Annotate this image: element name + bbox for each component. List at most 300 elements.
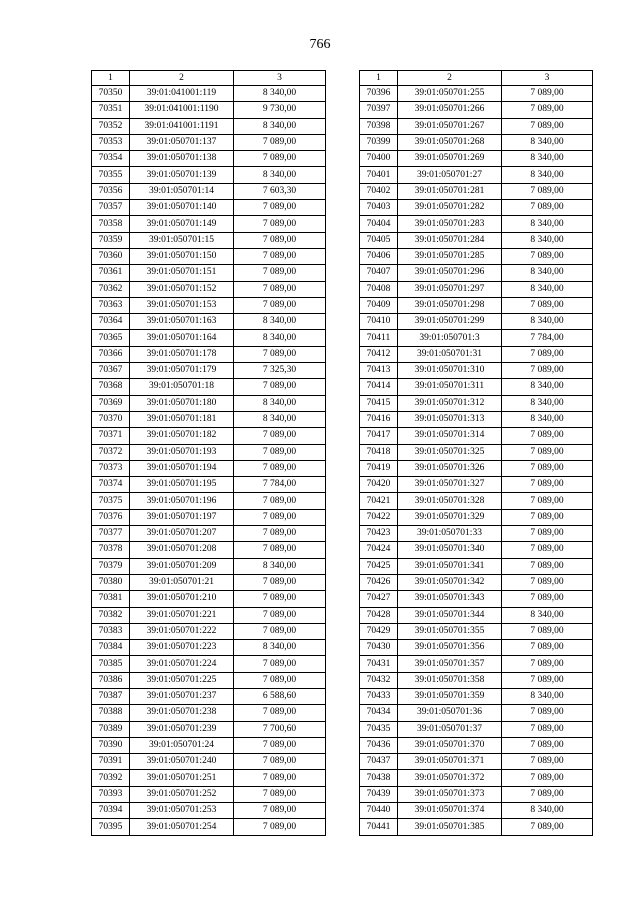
- cadastral-value: 9 730,00: [234, 102, 326, 118]
- cadastral-number: 39:01:050701:355: [398, 623, 502, 639]
- row-number: 70434: [360, 705, 398, 721]
- cadastral-value: 7 089,00: [502, 656, 593, 672]
- table-row: [360, 460, 593, 476]
- cadastral-number: 39:01:050701:356: [398, 640, 502, 656]
- cadastral-value: 7 089,00: [234, 216, 326, 232]
- cadastral-value: 7 089,00: [502, 640, 593, 656]
- cadastral-value: 7 089,00: [234, 591, 326, 607]
- cadastral-value: 8 340,00: [234, 314, 326, 330]
- row-number: 70414: [360, 379, 398, 395]
- cadastral-value: 8 340,00: [502, 607, 593, 623]
- cadastral-value: 7 089,00: [234, 493, 326, 509]
- cadastral-number: 39:01:050701:313: [398, 411, 502, 427]
- row-number: 70418: [360, 444, 398, 460]
- column-header-1: 1: [360, 71, 398, 86]
- row-number: 70417: [360, 428, 398, 444]
- row-number: 70392: [92, 770, 130, 786]
- cadastral-value: 7 089,00: [234, 803, 326, 819]
- table-row: [360, 346, 593, 362]
- registry-table-left-body: [92, 86, 326, 836]
- cadastral-number: 39:01:050701:223: [130, 640, 234, 656]
- row-number: 70413: [360, 363, 398, 379]
- cadastral-value: 7 089,00: [234, 607, 326, 623]
- cadastral-number: 39:01:050701:139: [130, 167, 234, 183]
- cadastral-value: 7 089,00: [502, 672, 593, 688]
- table-row: [360, 542, 593, 558]
- cadastral-value: 7 089,00: [234, 770, 326, 786]
- table-row: [92, 640, 326, 656]
- row-number: 70387: [92, 688, 130, 704]
- cadastral-number: 39:01:050701:284: [398, 232, 502, 248]
- row-number: 70357: [92, 200, 130, 216]
- table-row: [92, 721, 326, 737]
- cadastral-value: 7 089,00: [234, 297, 326, 313]
- row-number: 70379: [92, 558, 130, 574]
- cadastral-number: 39:01:050701:370: [398, 737, 502, 753]
- row-number: 70407: [360, 265, 398, 281]
- row-number: 70378: [92, 542, 130, 558]
- cadastral-value: 8 340,00: [502, 167, 593, 183]
- cadastral-number: 39:01:050701:310: [398, 363, 502, 379]
- cadastral-number: 39:01:050701:193: [130, 444, 234, 460]
- cadastral-number: 39:01:050701:31: [398, 346, 502, 362]
- cadastral-value: 7 089,00: [502, 493, 593, 509]
- table-row: [92, 248, 326, 264]
- table-row: [360, 477, 593, 493]
- table-row: [360, 248, 593, 264]
- cadastral-value: 7 089,00: [234, 460, 326, 476]
- table-row: [360, 558, 593, 574]
- table-row: [92, 363, 326, 379]
- table-row: [360, 607, 593, 623]
- table-row: [92, 297, 326, 313]
- table-row: [360, 200, 593, 216]
- cadastral-number: 39:01:050701:253: [130, 803, 234, 819]
- cadastral-value: 7 089,00: [502, 509, 593, 525]
- row-number: 70359: [92, 232, 130, 248]
- table-row: [360, 672, 593, 688]
- table-row: [92, 428, 326, 444]
- cadastral-number: 39:01:050701:221: [130, 607, 234, 623]
- cadastral-value: 7 089,00: [234, 526, 326, 542]
- cadastral-value: 7 089,00: [502, 574, 593, 590]
- table-row: [92, 330, 326, 346]
- table-row: [92, 102, 326, 118]
- cadastral-number: 39:01:050701:163: [130, 314, 234, 330]
- row-number: 70364: [92, 314, 130, 330]
- cadastral-number: 39:01:050701:385: [398, 819, 502, 835]
- row-number: 70366: [92, 346, 130, 362]
- cadastral-value: 7 784,00: [502, 330, 593, 346]
- table-row: [92, 379, 326, 395]
- cadastral-number: 39:01:050701:178: [130, 346, 234, 362]
- cadastral-value: 8 340,00: [234, 558, 326, 574]
- table-row: [92, 754, 326, 770]
- cadastral-value: 7 089,00: [234, 819, 326, 835]
- row-number: 70433: [360, 688, 398, 704]
- cadastral-number: 39:01:050701:14: [130, 183, 234, 199]
- table-row: [360, 314, 593, 330]
- cadastral-number: 39:01:050701:3: [398, 330, 502, 346]
- cadastral-number: 39:01:050701:314: [398, 428, 502, 444]
- cadastral-value: 7 089,00: [502, 737, 593, 753]
- cadastral-number: 39:01:041001:1190: [130, 102, 234, 118]
- row-number: 70432: [360, 672, 398, 688]
- row-number: 70384: [92, 640, 130, 656]
- cadastral-value: 7 089,00: [502, 86, 593, 102]
- cadastral-value: 7 089,00: [234, 428, 326, 444]
- cadastral-value: 8 340,00: [234, 330, 326, 346]
- cadastral-number: 39:01:041001:1191: [130, 118, 234, 134]
- cadastral-value: 7 784,00: [234, 477, 326, 493]
- row-number: 70353: [92, 134, 130, 150]
- cadastral-number: 39:01:050701:328: [398, 493, 502, 509]
- column-header-3: 3: [502, 71, 593, 86]
- cadastral-number: 39:01:050701:194: [130, 460, 234, 476]
- table-row: [92, 526, 326, 542]
- row-number: 70377: [92, 526, 130, 542]
- table-row: [92, 672, 326, 688]
- cadastral-value: 7 089,00: [502, 346, 593, 362]
- row-number: 70436: [360, 737, 398, 753]
- cadastral-value: 7 089,00: [234, 656, 326, 672]
- cadastral-number: 39:01:050701:37: [398, 721, 502, 737]
- cadastral-number: 39:01:050701:240: [130, 754, 234, 770]
- cadastral-value: 7 089,00: [502, 460, 593, 476]
- table-row: [92, 786, 326, 802]
- cadastral-value: 7 089,00: [502, 786, 593, 802]
- cadastral-number: 39:01:050701:344: [398, 607, 502, 623]
- cadastral-number: 39:01:050701:149: [130, 216, 234, 232]
- cadastral-number: 39:01:050701:180: [130, 395, 234, 411]
- cadastral-number: 39:01:050701:254: [130, 819, 234, 835]
- table-row: [92, 314, 326, 330]
- cadastral-number: 39:01:050701:33: [398, 526, 502, 542]
- cadastral-value: 7 089,00: [502, 363, 593, 379]
- cadastral-value: 8 340,00: [234, 118, 326, 134]
- row-number: 70372: [92, 444, 130, 460]
- cadastral-number: 39:01:050701:252: [130, 786, 234, 802]
- table-row: [360, 281, 593, 297]
- row-number: 70403: [360, 200, 398, 216]
- cadastral-number: 39:01:050701:152: [130, 281, 234, 297]
- cadastral-number: 39:01:050701:36: [398, 705, 502, 721]
- table-row: [360, 86, 593, 102]
- cadastral-number: 39:01:050701:299: [398, 314, 502, 330]
- table-row: [360, 167, 593, 183]
- cadastral-number: 39:01:050701:179: [130, 363, 234, 379]
- cadastral-number: 39:01:050701:357: [398, 656, 502, 672]
- cadastral-number: 39:01:050701:298: [398, 297, 502, 313]
- row-number: 70431: [360, 656, 398, 672]
- cadastral-number: 39:01:050701:224: [130, 656, 234, 672]
- row-number: 70393: [92, 786, 130, 802]
- table-row: [92, 574, 326, 590]
- cadastral-value: 7 089,00: [502, 754, 593, 770]
- cadastral-number: 39:01:050701:251: [130, 770, 234, 786]
- cadastral-value: 7 089,00: [234, 134, 326, 150]
- table-row: [92, 656, 326, 672]
- table-row: [360, 493, 593, 509]
- row-number: 70404: [360, 216, 398, 232]
- cadastral-value: 7 089,00: [502, 558, 593, 574]
- table-row: [360, 754, 593, 770]
- cadastral-number: 39:01:050701:27: [398, 167, 502, 183]
- cadastral-number: 39:01:050701:140: [130, 200, 234, 216]
- cadastral-value: 7 089,00: [502, 477, 593, 493]
- row-number: 70395: [92, 819, 130, 835]
- table-row: [92, 265, 326, 281]
- cadastral-value: 8 340,00: [502, 281, 593, 297]
- table-row: [360, 297, 593, 313]
- row-number: 70363: [92, 297, 130, 313]
- table-header-row: [360, 71, 593, 86]
- table-row: [360, 574, 593, 590]
- row-number: 70394: [92, 803, 130, 819]
- cadastral-number: 39:01:050701:197: [130, 509, 234, 525]
- row-number: 70400: [360, 151, 398, 167]
- table-row: [360, 737, 593, 753]
- cadastral-number: 39:01:050701:196: [130, 493, 234, 509]
- registry-table-left: [91, 70, 326, 836]
- table-row: [92, 346, 326, 362]
- table-row: [92, 819, 326, 835]
- cadastral-number: 39:01:041001:119: [130, 86, 234, 102]
- cadastral-value: 7 089,00: [234, 754, 326, 770]
- cadastral-value: 7 325,30: [234, 363, 326, 379]
- row-number: 70425: [360, 558, 398, 574]
- table-row: [92, 493, 326, 509]
- row-number: 70437: [360, 754, 398, 770]
- cadastral-number: 39:01:050701:341: [398, 558, 502, 574]
- cadastral-number: 39:01:050701:237: [130, 688, 234, 704]
- cadastral-value: 8 340,00: [502, 314, 593, 330]
- row-number: 70362: [92, 281, 130, 297]
- row-number: 70409: [360, 297, 398, 313]
- cadastral-value: 6 588,60: [234, 688, 326, 704]
- table-row: [360, 705, 593, 721]
- column-header-3: 3: [234, 71, 326, 86]
- cadastral-number: 39:01:050701:327: [398, 477, 502, 493]
- table-row: [360, 721, 593, 737]
- cadastral-value: 7 089,00: [502, 770, 593, 786]
- row-number: 70421: [360, 493, 398, 509]
- row-number: 70382: [92, 607, 130, 623]
- cadastral-number: 39:01:050701:297: [398, 281, 502, 297]
- cadastral-number: 39:01:050701:164: [130, 330, 234, 346]
- cadastral-number: 39:01:050701:282: [398, 200, 502, 216]
- cadastral-value: 7 089,00: [502, 819, 593, 835]
- row-number: 70371: [92, 428, 130, 444]
- row-number: 70402: [360, 183, 398, 199]
- cadastral-value: 8 340,00: [502, 688, 593, 704]
- row-number: 70441: [360, 819, 398, 835]
- table-row: [360, 232, 593, 248]
- cadastral-number: 39:01:050701:137: [130, 134, 234, 150]
- row-number: 70422: [360, 509, 398, 525]
- cadastral-value: 7 089,00: [502, 542, 593, 558]
- cadastral-number: 39:01:050701:195: [130, 477, 234, 493]
- cadastral-value: 8 340,00: [234, 640, 326, 656]
- row-number: 70423: [360, 526, 398, 542]
- column-header-1: 1: [92, 71, 130, 86]
- cadastral-number: 39:01:050701:340: [398, 542, 502, 558]
- cadastral-number: 39:01:050701:222: [130, 623, 234, 639]
- table-row: [360, 183, 593, 199]
- cadastral-value: 7 700,60: [234, 721, 326, 737]
- table-row: [92, 118, 326, 134]
- cadastral-number: 39:01:050701:269: [398, 151, 502, 167]
- cadastral-value: 7 089,00: [502, 102, 593, 118]
- table-row: [360, 803, 593, 819]
- cadastral-number: 39:01:050701:326: [398, 460, 502, 476]
- cadastral-value: 8 340,00: [234, 411, 326, 427]
- cadastral-number: 39:01:050701:151: [130, 265, 234, 281]
- row-number: 70428: [360, 607, 398, 623]
- table-row: [92, 134, 326, 150]
- row-number: 70429: [360, 623, 398, 639]
- row-number: 70397: [360, 102, 398, 118]
- table-row: [92, 183, 326, 199]
- row-number: 70408: [360, 281, 398, 297]
- row-number: 70424: [360, 542, 398, 558]
- cadastral-number: 39:01:050701:207: [130, 526, 234, 542]
- cadastral-value: 7 089,00: [502, 623, 593, 639]
- table-row: [92, 607, 326, 623]
- row-number: 70356: [92, 183, 130, 199]
- cadastral-number: 39:01:050701:18: [130, 379, 234, 395]
- cadastral-number: 39:01:050701:343: [398, 591, 502, 607]
- cadastral-value: 7 089,00: [234, 281, 326, 297]
- row-number: 70416: [360, 411, 398, 427]
- registry-table-right-body: [360, 86, 593, 836]
- row-number: 70358: [92, 216, 130, 232]
- cadastral-value: 7 089,00: [234, 151, 326, 167]
- cadastral-value: 7 089,00: [502, 183, 593, 199]
- row-number: 70438: [360, 770, 398, 786]
- table-row: [92, 411, 326, 427]
- row-number: 70396: [360, 86, 398, 102]
- cadastral-number: 39:01:050701:150: [130, 248, 234, 264]
- table-row: [360, 395, 593, 411]
- table-row: [92, 216, 326, 232]
- cadastral-value: 7 089,00: [502, 297, 593, 313]
- cadastral-number: 39:01:050701:285: [398, 248, 502, 264]
- row-number: 70365: [92, 330, 130, 346]
- row-number: 70419: [360, 460, 398, 476]
- row-number: 70375: [92, 493, 130, 509]
- row-number: 70373: [92, 460, 130, 476]
- cadastral-value: 8 340,00: [234, 395, 326, 411]
- cadastral-value: 7 089,00: [234, 509, 326, 525]
- table-row: [360, 102, 593, 118]
- cadastral-value: 7 603,30: [234, 183, 326, 199]
- cadastral-value: 7 089,00: [234, 542, 326, 558]
- row-number: 70361: [92, 265, 130, 281]
- cadastral-number: 39:01:050701:281: [398, 183, 502, 199]
- table-row: [92, 167, 326, 183]
- row-number: 70355: [92, 167, 130, 183]
- cadastral-number: 39:01:050701:138: [130, 151, 234, 167]
- table-row: [92, 770, 326, 786]
- cadastral-number: 39:01:050701:372: [398, 770, 502, 786]
- row-number: 70388: [92, 705, 130, 721]
- cadastral-value: 8 340,00: [502, 395, 593, 411]
- table-row: [92, 591, 326, 607]
- cadastral-value: 7 089,00: [502, 705, 593, 721]
- cadastral-value: 7 089,00: [234, 574, 326, 590]
- cadastral-value: 8 340,00: [502, 265, 593, 281]
- cadastral-value: 7 089,00: [502, 721, 593, 737]
- cadastral-value: 8 340,00: [502, 232, 593, 248]
- page-number: 766: [309, 37, 331, 52]
- row-number: 70383: [92, 623, 130, 639]
- cadastral-number: 39:01:050701:21: [130, 574, 234, 590]
- row-number: 70399: [360, 134, 398, 150]
- row-number: 70386: [92, 672, 130, 688]
- cadastral-number: 39:01:050701:266: [398, 102, 502, 118]
- cadastral-number: 39:01:050701:153: [130, 297, 234, 313]
- column-header-2: 2: [130, 71, 234, 86]
- cadastral-number: 39:01:050701:181: [130, 411, 234, 427]
- cadastral-value: 7 089,00: [234, 379, 326, 395]
- cadastral-number: 39:01:050701:238: [130, 705, 234, 721]
- cadastral-number: 39:01:050701:208: [130, 542, 234, 558]
- cadastral-number: 39:01:050701:182: [130, 428, 234, 444]
- cadastral-value: 7 089,00: [502, 591, 593, 607]
- cadastral-number: 39:01:050701:296: [398, 265, 502, 281]
- cadastral-value: 7 089,00: [502, 444, 593, 460]
- cadastral-number: 39:01:050701:311: [398, 379, 502, 395]
- table-row: [92, 737, 326, 753]
- row-number: 70351: [92, 102, 130, 118]
- cadastral-number: 39:01:050701:24: [130, 737, 234, 753]
- row-number: 70411: [360, 330, 398, 346]
- row-number: 70430: [360, 640, 398, 656]
- table-row: [92, 395, 326, 411]
- table-row: [92, 444, 326, 460]
- table-row: [92, 477, 326, 493]
- table-row: [92, 509, 326, 525]
- cadastral-number: 39:01:050701:374: [398, 803, 502, 819]
- cadastral-value: 7 089,00: [502, 248, 593, 264]
- cadastral-value: 7 089,00: [234, 346, 326, 362]
- cadastral-value: 7 089,00: [502, 200, 593, 216]
- cadastral-number: 39:01:050701:225: [130, 672, 234, 688]
- table-row: [360, 819, 593, 835]
- cadastral-value: 7 089,00: [234, 786, 326, 802]
- table-row: [360, 151, 593, 167]
- row-number: 70369: [92, 395, 130, 411]
- cadastral-number: 39:01:050701:373: [398, 786, 502, 802]
- table-row: [360, 509, 593, 525]
- table-row: [360, 623, 593, 639]
- cadastral-value: 8 340,00: [502, 151, 593, 167]
- row-number: 70440: [360, 803, 398, 819]
- row-number: 70385: [92, 656, 130, 672]
- cadastral-number: 39:01:050701:283: [398, 216, 502, 232]
- cadastral-value: 8 340,00: [502, 411, 593, 427]
- cadastral-value: 8 340,00: [502, 216, 593, 232]
- cadastral-number: 39:01:050701:329: [398, 509, 502, 525]
- table-row: [360, 640, 593, 656]
- cadastral-number: 39:01:050701:268: [398, 134, 502, 150]
- row-number: 70381: [92, 591, 130, 607]
- table-row: [92, 200, 326, 216]
- cadastral-value: 8 340,00: [234, 167, 326, 183]
- cadastral-number: 39:01:050701:359: [398, 688, 502, 704]
- column-header-2: 2: [398, 71, 502, 86]
